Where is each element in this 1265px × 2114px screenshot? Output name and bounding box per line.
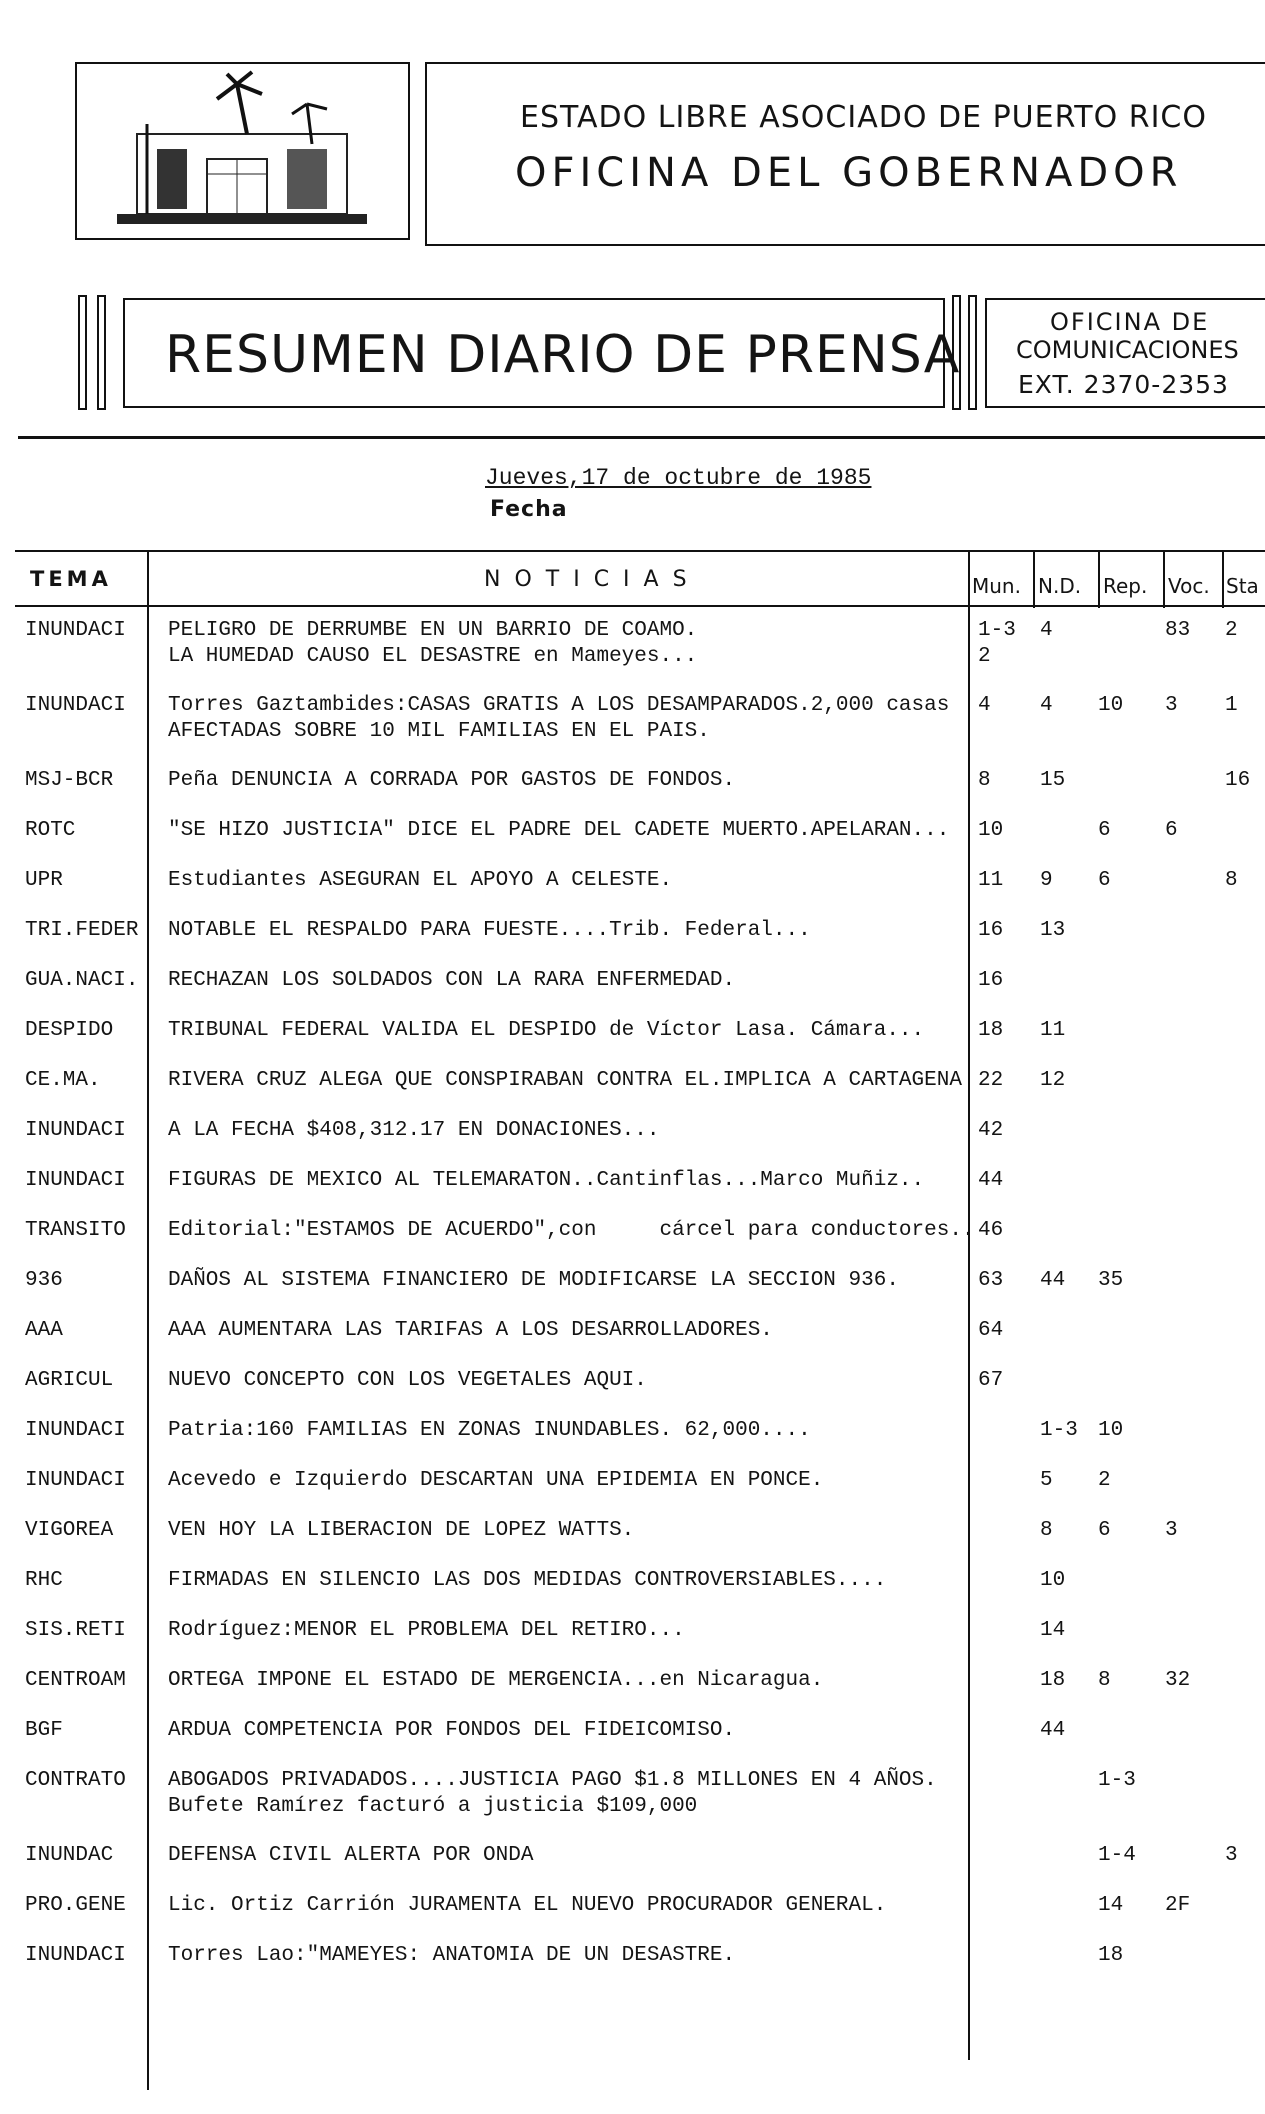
mun-page-cell: 16 <box>978 969 1004 992</box>
news-cell: Estudiantes ASEGURAN EL APOYO A CELESTE. <box>168 869 673 892</box>
news-cell: Torres Gaztambides:CASAS GRATIS A LOS DESAMPARADOS.2,000 casas AFECTADAS SOBRE 10 MIL FAMILIAS EN EL PAIS. <box>168 694 950 743</box>
column-header-tema: TEMA <box>30 567 112 591</box>
column-header-nd: N.D. <box>1038 574 1082 598</box>
tema-cell: UPR <box>25 869 63 892</box>
nd-page-cell: 11 <box>1040 1019 1066 1042</box>
tema-cell: AAA <box>25 1319 63 1342</box>
date-label: Fecha <box>490 497 568 522</box>
news-cell: NUEVO CONCEPTO CON LOS VEGETALES AQUI. <box>168 1369 647 1392</box>
nd-page-cell: 14 <box>1040 1619 1066 1642</box>
tema-cell: GUA.NACI. <box>25 969 139 992</box>
table-row <box>0 1718 1265 1748</box>
rep-page-cell: 2 <box>1098 1469 1111 1492</box>
nd-page-cell: 8 <box>1040 1519 1053 1542</box>
comm-extension-line: EXT. 2370-2353 <box>1018 370 1229 399</box>
nd-page-cell: 5 <box>1040 1469 1053 1492</box>
mun-column-divider <box>1033 550 1035 608</box>
news-cell: Peña DENUNCIA A CORRADA POR GASTOS DE FONDOS. <box>168 769 736 792</box>
mun-page-cell: 46 <box>978 1219 1004 1242</box>
nd-page-cell: 44 <box>1040 1719 1066 1742</box>
table-row <box>0 1268 1265 1298</box>
voc-page-cell: 32 <box>1165 1669 1191 1692</box>
left-double-bar <box>78 295 87 410</box>
news-cell: RIVERA CRUZ ALEGA QUE CONSPIRABAN CONTRA EL.IMPLICA A CARTAGENA <box>168 1069 962 1092</box>
news-cell: AAA AUMENTARA LAS TARIFAS A LOS DESARROLLADORES. <box>168 1319 773 1342</box>
mun-page-cell: 63 <box>978 1269 1004 1292</box>
tema-cell: INUNDACI <box>25 619 126 642</box>
table-row <box>0 1018 1265 1048</box>
rep-page-cell: 10 <box>1098 694 1124 717</box>
sta-page-cell: 8 <box>1225 869 1238 892</box>
table-row <box>0 768 1265 798</box>
table-row <box>0 1218 1265 1248</box>
news-cell: DAÑOS AL SISTEMA FINANCIERO DE MODIFICARSE LA SECCION 936. <box>168 1269 899 1292</box>
mun-page-cell: 22 <box>978 1069 1004 1092</box>
table-top-border <box>15 550 1265 552</box>
table-row <box>0 1168 1265 1198</box>
mun-page-cell: 67 <box>978 1369 1004 1392</box>
news-cell: TRIBUNAL FEDERAL VALIDA EL DESPIDO de Víctor Lasa. Cámara... <box>168 1019 925 1042</box>
news-cell: A LA FECHA $408,312.17 EN DONACIONES... <box>168 1119 660 1142</box>
table-row <box>0 1518 1265 1548</box>
table-row <box>0 868 1265 898</box>
sta-page-cell: 3 <box>1225 1844 1238 1867</box>
office-name: OFICINA DEL GOBERNADOR <box>515 150 1183 196</box>
tema-cell: INUNDACI <box>25 694 126 717</box>
news-cell: Acevedo e Izquierdo DESCARTAN UNA EPIDEMIA EN PONCE. <box>168 1469 824 1492</box>
tema-cell: DESPIDO <box>25 1019 114 1042</box>
building-illustration <box>77 64 408 238</box>
sta-page-cell: 16 <box>1225 769 1251 792</box>
table-row <box>0 818 1265 848</box>
nd-page-cell: 9 <box>1040 869 1053 892</box>
table-row <box>0 1618 1265 1648</box>
table-row <box>0 1893 1265 1923</box>
nd-page-cell: 10 <box>1040 1569 1066 1592</box>
mun-page-cell: 44 <box>978 1169 1004 1192</box>
nd-page-cell: 12 <box>1040 1069 1066 1092</box>
state-name: ESTADO LIBRE ASOCIADO DE PUERTO RICO <box>520 100 1207 135</box>
tema-cell: SIS.RETI <box>25 1619 126 1642</box>
rep-page-cell: 1-4 <box>1098 1844 1136 1867</box>
nd-column-divider <box>1098 550 1100 608</box>
voc-page-cell: 3 <box>1165 1519 1178 1542</box>
rep-page-cell: 6 <box>1098 819 1111 842</box>
column-header-sta: Sta <box>1226 574 1259 598</box>
news-cell: Rodríguez:MENOR EL PROBLEMA DEL RETIRO... <box>168 1619 685 1642</box>
table-row <box>0 1368 1265 1398</box>
tema-cell: CENTROAM <box>25 1669 126 1692</box>
table-row <box>0 1568 1265 1598</box>
rep-page-cell: 18 <box>1098 1944 1124 1967</box>
table-row <box>0 693 1265 743</box>
table-row <box>0 1843 1265 1873</box>
news-cell: FIGURAS DE MEXICO AL TELEMARATON..Cantinflas...Marco Muñiz.. <box>168 1169 925 1192</box>
rep-page-cell: 6 <box>1098 869 1111 892</box>
rep-column-divider <box>1163 550 1165 608</box>
nd-page-cell: 44 <box>1040 1269 1066 1292</box>
table-row <box>0 918 1265 948</box>
table-row <box>0 1418 1265 1448</box>
nd-page-cell: 4 <box>1040 619 1053 642</box>
tema-cell: BGF <box>25 1719 63 1742</box>
nd-page-cell: 18 <box>1040 1669 1066 1692</box>
comm-department-line: COMUNICACIONES <box>1016 336 1239 364</box>
news-cell: Lic. Ortiz Carrión JURAMENTA EL NUEVO PROCURADOR GENERAL. <box>168 1894 887 1917</box>
tema-cell: AGRICUL <box>25 1369 114 1392</box>
comm-office-line: OFICINA DE <box>1050 308 1210 336</box>
governor-building-logo <box>75 62 410 240</box>
nd-page-cell: 15 <box>1040 769 1066 792</box>
news-cell: Torres Lao:"MAMEYES: ANATOMIA DE UN DESASTRE. <box>168 1944 736 1967</box>
table-row <box>0 1668 1265 1698</box>
mun-page-cell: 1-3 2 <box>978 619 1016 668</box>
news-cell: ORTEGA IMPONE EL ESTADO DE MERGENCIA...en Nicaragua. <box>168 1669 824 1692</box>
column-header-rep: Rep. <box>1103 574 1148 598</box>
table-row <box>0 1468 1265 1498</box>
voc-page-cell: 6 <box>1165 819 1178 842</box>
rep-page-cell: 35 <box>1098 1269 1124 1292</box>
news-cell: RECHAZAN LOS SOLDADOS CON LA RARA ENFERMEDAD. <box>168 969 736 992</box>
nd-page-cell: 1-3 <box>1040 1419 1078 1442</box>
date-value: Jueves,17 de octubre de 1985 <box>485 465 872 491</box>
news-cell: ABOGADOS PRIVADADOS....JUSTICIA PAGO $1.8 MILLONES EN 4 AÑOS. Bufete Ramírez facturó a justicia $109,000 <box>168 1769 937 1818</box>
news-cell: VEN HOY LA LIBERACION DE LOPEZ WATTS. <box>168 1519 635 1542</box>
tema-cell: VIGOREA <box>25 1519 114 1542</box>
right-double-bar <box>952 295 961 410</box>
voc-page-cell: 3 <box>1165 694 1178 717</box>
table-row <box>0 618 1265 668</box>
nd-page-cell: 4 <box>1040 694 1053 717</box>
nd-page-cell: 13 <box>1040 919 1066 942</box>
mun-page-cell: 8 <box>978 769 991 792</box>
rep-page-cell: 14 <box>1098 1894 1124 1917</box>
news-cell: DEFENSA CIVIL ALERTA POR ONDA <box>168 1844 534 1867</box>
mun-page-cell: 4 <box>978 694 991 717</box>
table-row <box>0 1318 1265 1348</box>
tema-cell: INUNDACI <box>25 1469 126 1492</box>
news-cell: FIRMADAS EN SILENCIO LAS DOS MEDIDAS CONTROVERSIABLES.... <box>168 1569 887 1592</box>
tema-cell: TRANSITO <box>25 1219 126 1242</box>
news-cell: Patria:160 FAMILIAS EN ZONAS INUNDABLES. 62,000.... <box>168 1419 811 1442</box>
header-divider <box>18 436 1265 439</box>
voc-page-cell: 2F <box>1165 1894 1191 1917</box>
tema-cell: CE.MA. <box>25 1069 101 1092</box>
table-row <box>0 1768 1265 1818</box>
tema-cell: INUNDACI <box>25 1169 126 1192</box>
mun-page-cell: 10 <box>978 819 1004 842</box>
tema-cell: MSJ-BCR <box>25 769 114 792</box>
rep-page-cell: 8 <box>1098 1669 1111 1692</box>
tema-cell: CONTRATO <box>25 1769 126 1792</box>
table-row <box>0 968 1265 998</box>
tema-cell: INUNDACI <box>25 1944 126 1967</box>
column-header-noticias: NOTICIAS <box>484 567 701 592</box>
tema-cell: PRO.GENE <box>25 1894 126 1917</box>
document-title: RESUMEN DIARIO DE PRENSA <box>165 325 961 385</box>
tema-cell: RHC <box>25 1569 63 1592</box>
tema-cell: ROTC <box>25 819 76 842</box>
mun-page-cell: 42 <box>978 1119 1004 1142</box>
voc-column-divider <box>1222 550 1224 608</box>
mun-page-cell: 64 <box>978 1319 1004 1342</box>
sta-page-cell: 1 <box>1225 694 1238 717</box>
news-cell: NOTABLE EL RESPALDO PARA FUESTE....Trib. Federal... <box>168 919 811 942</box>
mun-page-cell: 18 <box>978 1019 1004 1042</box>
table-header-border <box>15 605 1265 607</box>
column-header-voc: Voc. <box>1168 574 1210 598</box>
news-cell: ARDUA COMPETENCIA POR FONDOS DEL FIDEICOMISO. <box>168 1719 736 1742</box>
voc-page-cell: 83 <box>1165 619 1191 642</box>
tema-cell: TRI.FEDER <box>25 919 139 942</box>
mun-page-cell: 11 <box>978 869 1004 892</box>
table-row <box>0 1068 1265 1098</box>
tema-cell: INUNDAC <box>25 1844 114 1867</box>
mun-page-cell: 16 <box>978 919 1004 942</box>
tema-cell: INUNDACI <box>25 1419 126 1442</box>
news-cell: PELIGRO DE DERRUMBE EN UN BARRIO DE COAMO. LA HUMEDAD CAUSO EL DESASTRE en Mameyes... <box>168 619 698 668</box>
rep-page-cell: 1-3 <box>1098 1769 1136 1792</box>
table-row <box>0 1118 1265 1148</box>
column-header-mun: Mun. <box>972 574 1021 598</box>
news-cell: "SE HIZO JUSTICIA" DICE EL PADRE DEL CADETE MUERTO.APELARAN... <box>168 819 950 842</box>
left-double-bar-2 <box>97 295 106 410</box>
news-cell: Editorial:"ESTAMOS DE ACUERDO",con cárcel para conductores.. <box>168 1219 975 1242</box>
rep-page-cell: 10 <box>1098 1419 1124 1442</box>
tema-cell: INUNDACI <box>25 1119 126 1142</box>
table-row <box>0 1943 1265 1973</box>
rep-page-cell: 6 <box>1098 1519 1111 1542</box>
tema-cell: 936 <box>25 1269 63 1292</box>
sta-page-cell: 2 <box>1225 619 1238 642</box>
right-double-bar-2 <box>968 295 977 410</box>
